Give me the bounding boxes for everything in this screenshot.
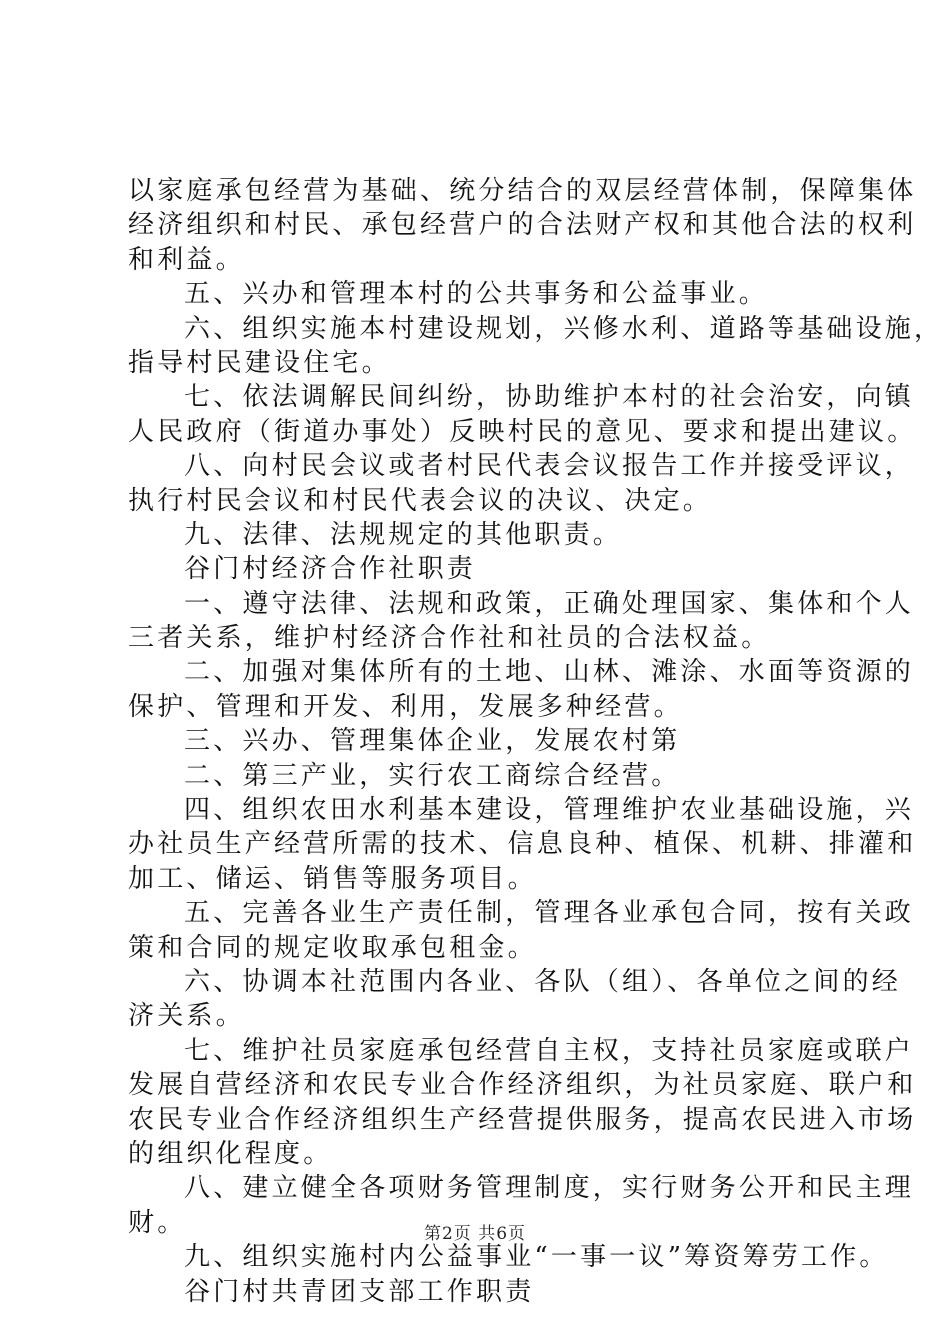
document-line: 二、加强对集体所有的土地、山林、滩涂、水面等资源的 <box>184 657 915 688</box>
document-line: 的组织化程度。 <box>128 1138 333 1169</box>
page-footer: 第2页 共6页 <box>423 1224 527 1244</box>
document-line: 一、遵守法律、法规和政策，正确处理国家、集体和个人 <box>184 588 915 619</box>
document-line: 八、建立健全各项财务管理制度，实行财务公开和民主理 <box>184 1173 915 1204</box>
document-line: 五、兴办和管理本村的公共事务和公益事业。 <box>184 279 769 310</box>
document-line: 执行村民会议和村民代表会议的决议、决定。 <box>128 485 713 516</box>
document-line: 八、向村民会议或者村民代表会议报告工作并接受评议， <box>184 451 915 482</box>
document-line: 办社员生产经营所需的技术、信息良种、植保、机耕、排灌和 <box>128 829 917 860</box>
document-line: 四、组织农田水利基本建设，管理维护农业基础设施，兴 <box>184 795 915 826</box>
document-line: 七、维护社员家庭承包经营自主权，支持社员家庭或联户 <box>184 1035 915 1066</box>
document-line: 三者关系，维护村经济合作社和社员的合法权益。 <box>128 623 771 654</box>
document-line: 人民政府（街道办事处）反映村民的意见、要求和提出建议。 <box>128 416 917 447</box>
document-line: 七、依法调解民间纠纷，协助维护本村的社会治安，向镇 <box>184 382 915 413</box>
document-line: 发展自营经济和农民专业合作经济组织，为社员家庭、联户和 <box>128 1070 917 1101</box>
document-line: 财。 <box>128 1207 187 1238</box>
document-line: 谷门村共青团支部工作职责 <box>184 1276 535 1307</box>
document-line: 六、协调本社范围内各业、各队（组）、各单位之间的经 <box>184 966 902 997</box>
document-line: 农民专业合作经济组织生产经营提供服务，提高农民进入市场 <box>128 1104 917 1135</box>
document-body <box>128 174 944 1309</box>
document-line: 六、组织实施本村建设规划，兴修水利、道路等基础设施， <box>184 313 944 344</box>
document-line: 二、第三产业，实行农工商综合经营。 <box>184 760 681 791</box>
document-line: 经济组织和村民、承包经营户的合法财产权和其他合法的权利 <box>128 210 917 241</box>
document-line: 三、兴办、管理集体企业，发展农村第 <box>184 726 681 757</box>
document-line: 九、法律、法规规定的其他职责。 <box>184 519 623 550</box>
document-line: 保护、管理和开发、利用，发展多种经营。 <box>128 691 683 722</box>
document-line: 加工、储运、销售等服务项目。 <box>128 863 537 894</box>
document-line: 指导村民建设住宅。 <box>128 347 391 378</box>
document-line: 策和合同的规定收取承包租金。 <box>128 932 537 963</box>
document-line: 谷门村经济合作社职责 <box>184 554 477 585</box>
document-line: 五、完善各业生产责任制，管理各业承包合同，按有关政 <box>184 898 915 929</box>
document-line: 济关系。 <box>128 1001 245 1032</box>
document-line: 以家庭承包经营为基础、统分结合的双层经营体制，保障集体 <box>128 176 917 206</box>
document-line: 九、组织实施村内公益事业“一事一议”筹资筹劳工作。 <box>184 1242 889 1273</box>
document-line: 和利益。 <box>128 244 245 275</box>
